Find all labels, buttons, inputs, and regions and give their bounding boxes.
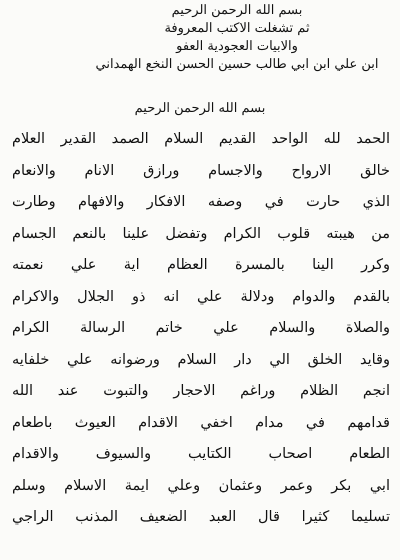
header-line: ابن علي ابن ابي طالب حسين الحسن النخع الهمداني <box>95 57 379 72</box>
header-line: والابيات العجودية العفو <box>176 39 298 54</box>
body-line: الذي حارت في وصفه الافكار والافهام وطارت <box>12 194 390 210</box>
header-line: بسم الله الرحمن الرحيم <box>171 3 303 18</box>
body-line: تسليما كثيرا قال العبد الضعيف المذنب الراجي <box>12 509 390 525</box>
body-line: خالق الارواح والاجسام ورازق الانام والانعام <box>12 162 390 179</box>
body-line: بالقدم والدوام ودلالة علي انه ذو الجلال والاكرام <box>12 288 390 305</box>
body-line: الطعام اصحاب الكتايب والسيوف والاقدام <box>12 446 390 462</box>
manuscript-body <box>12 124 390 534</box>
header-line: ثم تشغلت الاكتب المعروفة <box>164 21 310 36</box>
body-line: وكرر الينا بالمسرة العظام اية علي نعمته <box>12 257 390 273</box>
manuscript-header <box>82 2 392 74</box>
body-line: والصلاة والسلام علي خاتم الرسالة الكرام <box>12 320 390 336</box>
body-line: انجم الظلام وراغم الاحجار والتبوت عند الله <box>12 383 390 399</box>
body-line: وقايد الخلق الي دار السلام ورضوانه علي خلفايه <box>12 351 390 368</box>
body-line: الحمد لله الواحد القديم السلام الصمد القدير العلام <box>12 131 390 147</box>
body-line: من هيبته قلوب الكرام وتفضل علينا بالنعم الجسام <box>12 225 390 242</box>
body-line: ابي بكر وعمر وعثمان وعلي ايمة الاسلام وسلم <box>12 477 390 494</box>
body-line: قدامهم في مدام اخفي الاقدام العيوث باطعام <box>12 414 390 431</box>
basmala-heading: بسم الله الرحمن الرحيم <box>134 101 266 116</box>
